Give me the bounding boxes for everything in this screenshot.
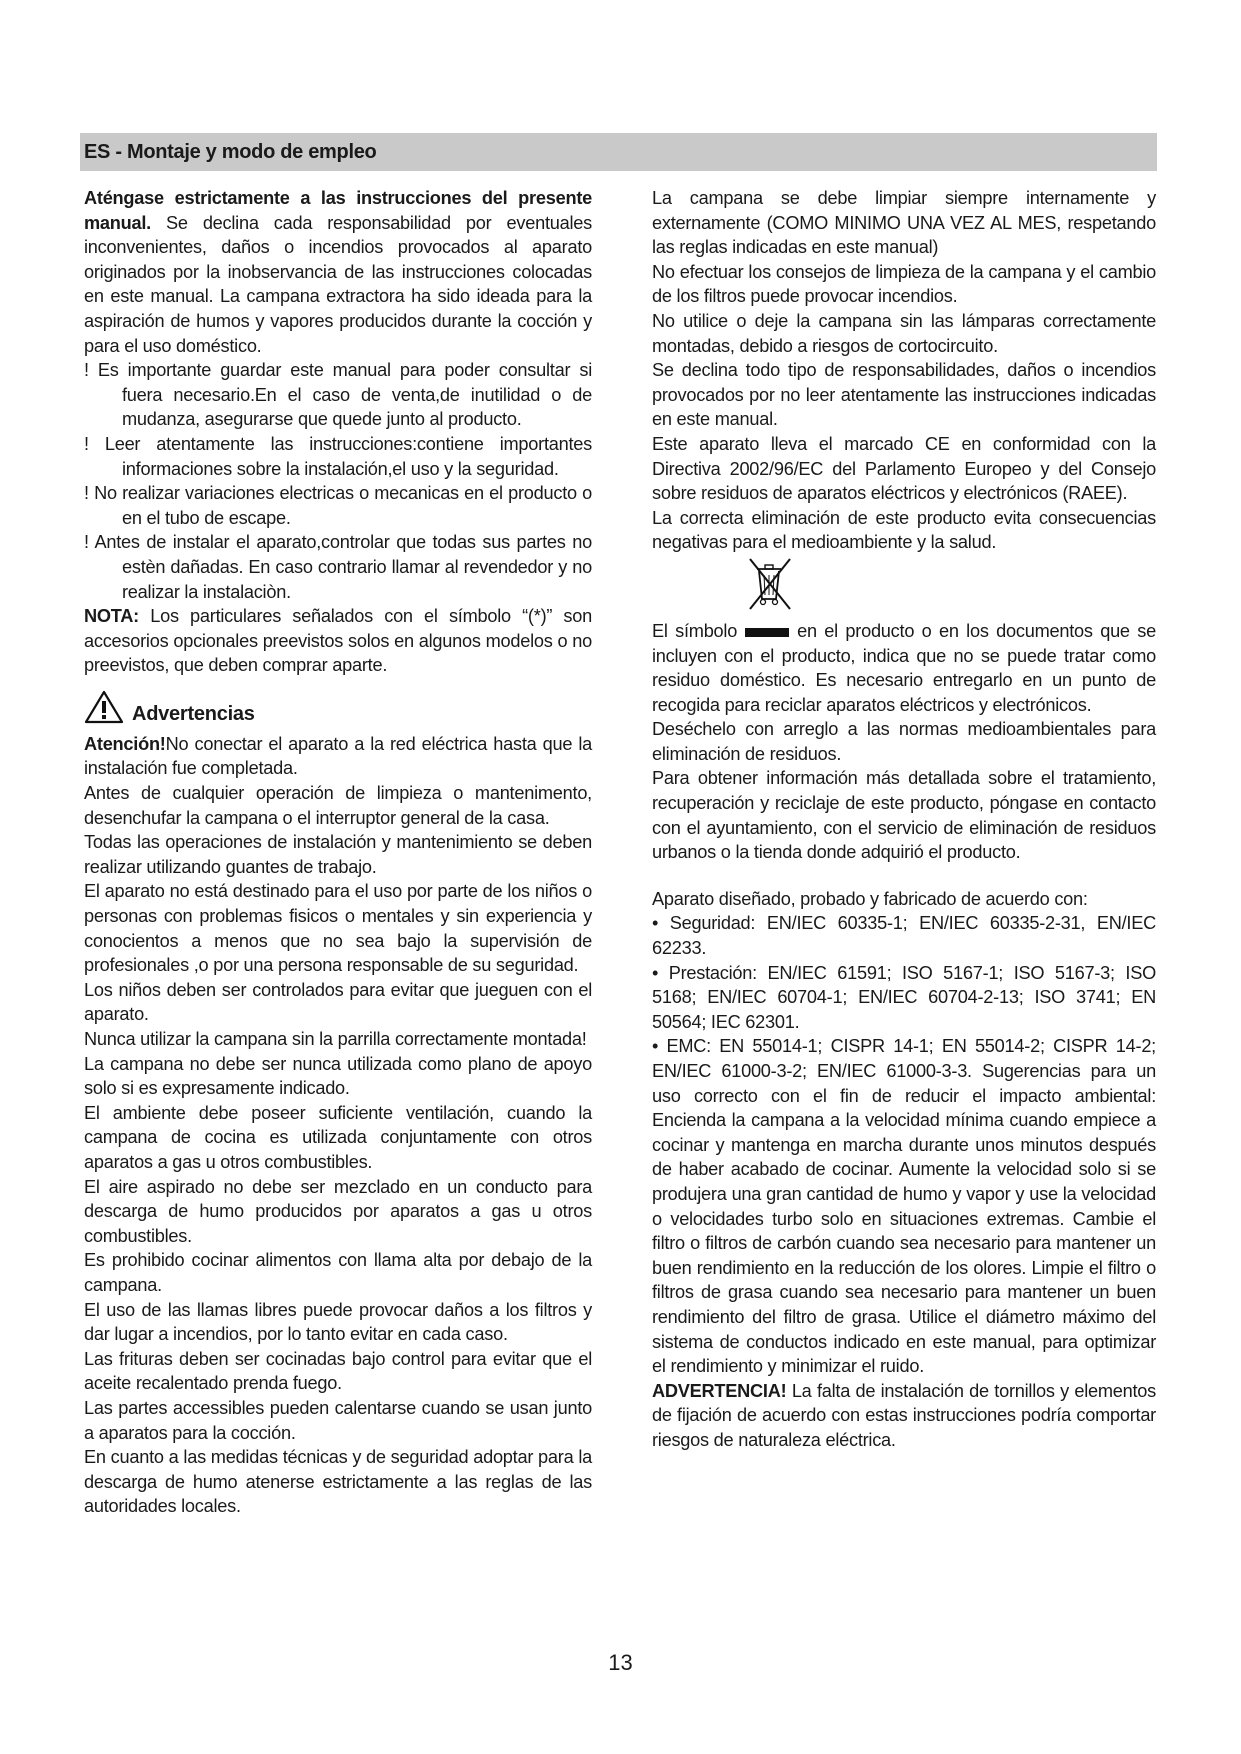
standard-item: • Seguridad: EN/IEC 60335-1; EN/IEC 60335-2-31, EN/IEC 62233.	[652, 913, 1156, 959]
right-paragraph: Para obtener información más detallada sobre el tratamiento, recuperación y reciclaje de este producto, póngase en contacto con el ayuntamiento, con el servicio de eliminación de residuos urbanos o la tienda donde adquirió el producto.	[652, 768, 1156, 863]
warning-paragraph: El ambiente debe poseer suficiente ventilación, cuando la campana de cocina es utilizada conjuntamente con otros aparatos a gas u otros combustibles.	[84, 1102, 592, 1172]
advertencia-text: La falta de instalación de tornillos y elementos de fijación de acuerdo con estas instrucciones podría comportar riesgos de naturaleza eléctrica.	[652, 1380, 1156, 1450]
warning-paragraph: Las frituras deben ser cocinadas bajo control para evitar que el aceite recalentado prenda fuego.	[84, 1348, 592, 1394]
spacer	[652, 865, 1156, 887]
intro-paragraph	[84, 186, 592, 358]
right-paragraph: No utilice o deje la campana sin las lámparas correctamente montadas, debido a riesgos de cortocircuito.	[652, 310, 1156, 356]
right-paragraph: La correcta eliminación de este producto evita consecuencias negativas para el medioambiente y la salud.	[652, 507, 1156, 553]
standard-item: • Prestación: EN/IEC 61591; ISO 5167-1; ISO 5167-3; ISO 5168; EN/IEC 60704-1; EN/IEC 60704-2-13; ISO 3741; EN 50564; IEC 62301.	[652, 962, 1156, 1032]
simbolo-paragraph	[652, 619, 1156, 717]
right-paragraph: Se declina todo tipo de responsabilidades, daños o incendios provocados por no leer atentamente las instrucciones indicadas en este manual.	[652, 360, 1156, 430]
nota-label: NOTA:	[84, 606, 139, 627]
atencion-label: Atención!	[84, 733, 166, 754]
warning-paragraph: Antes de cualquier operación de limpieza o mantenimento, desenchufar la campana o el interruptor general de la casa.	[84, 783, 592, 828]
nota-text: Los particulares señalados con el símbolo “(*)” son accesorios opcionales preevistos solos en algunos modelos o no preevistos, que deben comprar aparte.	[84, 606, 592, 676]
bullet-item: ! Leer atentamente las instrucciones:contiene importantes informaciones sobre la instalación,el uso y la seguridad.	[84, 433, 592, 479]
warning-triangle-icon	[84, 690, 124, 731]
right-paragraph: Deséchelo con arreglo a las normas medioambientales para eliminación de residuos.	[652, 719, 1156, 764]
right-paragraph: Este aparato lleva el marcado CE en conformidad con la Directiva 2002/96/EC del Parlamento Europeo y del Consejo sobre residuos de aparatos eléctricos y electrónicos (RAEE).	[652, 433, 1156, 504]
nota-paragraph	[84, 604, 592, 678]
bullet-item: ! Antes de instalar el aparato,controlar que todas sus partes no estèn dañadas. En caso contrario llamar al revendedor y no realizar la instalaciòn.	[84, 532, 592, 602]
warning-paragraph: La campana no debe ser nunca utilizada como plano de apoyo solo si es expresamente indicado.	[84, 1053, 592, 1099]
section-header	[80, 133, 1157, 171]
simbolo-pre: El símbolo	[652, 620, 738, 641]
standards-intro: Aparato diseñado, probado y fabricado de acuerdo con:	[652, 888, 1088, 909]
bullet-item: ! Es importante guardar este manual para poder consultar si fuera necesario.En el caso de venta,de inutilidad o de mudanza, asegurarse que quede junto al producto.	[84, 360, 592, 430]
warning-paragraph: Los niños deben ser controlados para evitar que jueguen con el aparato.	[84, 979, 592, 1025]
warning-paragraph: El aire aspirado no debe ser mezclado en un conducto para descarga de humo producidos por aparatos a gas u otros combustibles.	[84, 1176, 592, 1246]
warning-paragraph: Las partes accessibles pueden calentarse cuando se usan junto a aparatos para la cocción.	[84, 1397, 592, 1443]
right-paragraph: No efectuar los consejos de limpieza de la campana y el cambio de los filtros puede provocar incendios.	[652, 261, 1156, 307]
warnings-heading	[84, 690, 592, 730]
simbolo-post: en el producto o en los documentos que se incluyen con el producto, indica que no se puede tratar como residuo doméstico. Es necesario entregarlo en un punto de recogida para reciclar aparatos eléctricos y electrónicos.	[652, 620, 1156, 715]
standard-item: • EMC: EN 55014-1; CISPR 14-1; EN 55014-2; CISPR 14-2; EN/IEC 61000-3-2; EN/IEC 61000-3-3. Sugerencias para un uso correcto con el fin de reducir el impacto ambiental: Encienda la campana a la velocidad mínima cuando empiece a cocinar y mantenga en marcha durante unos minutos después de haber acabado de cocinar. Aumente la velocidad solo si se produjera una gran cantidad de humo y vapor y use la velocidad o velocidades turbo solo en situaciones extremas. Cambie el filtro o filtros de carbón cuando sea necesario para mantener un buen rendimiento en la reducción de los olores. Limpie el filtro o filtros de grasa cuando sea necesario para mantener un buen rendimiento del filtro de grasa. Utilice el diámetro máximo del sistema de conductos indicado en este manual, para optimizar el rendimiento y minimizar el ruido.	[652, 1036, 1156, 1377]
warning-paragraph: El uso de las llamas libres puede provocar daños a los filtros y dar lugar a incendios, por lo tanto evitar en cada caso.	[84, 1299, 592, 1345]
intro-text: Se declina cada responsabilidad por eventuales inconvenientes, daños o incendios provocados al aparato originados por la inobservancia de las instrucciones colocadas en este manual. La campana extractora ha sido ideada para la aspiración de humos y vapores producidos durante la cocción y para el uso doméstico.	[84, 212, 592, 356]
right-column	[652, 186, 1156, 1453]
crossed-bin-icon	[744, 555, 794, 622]
section-title: ES - Montaje y modo de empleo	[84, 141, 377, 163]
warnings-title: Advertencias	[132, 702, 255, 725]
weee-bar-icon	[745, 628, 789, 637]
warning-paragraph: En cuanto a las medidas técnicas y de seguridad adoptar para la descarga de humo atenerse estrictamente a las reglas de las autoridades locales.	[84, 1447, 592, 1517]
warning-paragraph: Todas las operaciones de instalación y mantenimiento se deben realizar utilizando guantes de trabajo.	[84, 832, 592, 877]
page-number: 13	[608, 1650, 633, 1675]
warning-paragraph: Nunca utilizar la campana sin la parrilla correctamente montada!	[84, 1029, 587, 1049]
left-column	[84, 186, 592, 1519]
intro-bold: Aténgase estrictamente a las instrucciones del presente manual.	[84, 188, 592, 233]
bullet-item: ! No realizar variaciones electricas o mecanicas en el producto o en el tubo de escape.	[84, 483, 592, 528]
advertencia-paragraph	[652, 1379, 1156, 1453]
weee-symbol-area	[652, 555, 1156, 619]
warning-paragraph: El aparato no está destinado para el uso por parte de los niños o personas con problemas fisicos o mentales y sin experiencia y conocientos a menos que no sea bajo la supervisión de profesionales ,o por una persona responsable de su seguridad.	[84, 881, 592, 976]
right-paragraph: La campana se debe limpiar siempre internamente y externamente (COMO MINIMO UNA VEZ AL MES, respetando las reglas indicadas en este manual)	[652, 188, 1156, 258]
atencion-paragraph	[84, 732, 592, 781]
atencion-text: No conectar el aparato a la red eléctrica hasta que la instalación fue completada.	[84, 733, 592, 779]
warning-paragraph: Es prohibido cocinar alimentos con llama alta por debajo de la campana.	[84, 1250, 592, 1295]
advertencia-label: ADVERTENCIA!	[652, 1380, 787, 1401]
